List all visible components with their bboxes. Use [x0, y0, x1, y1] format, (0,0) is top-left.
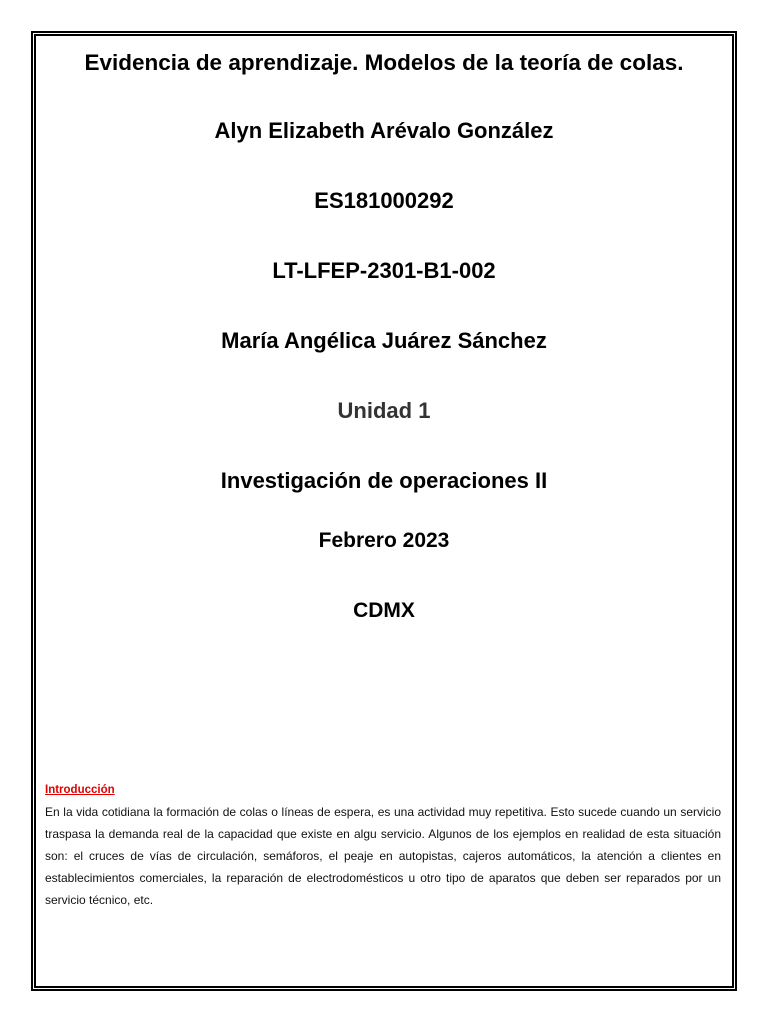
student-id: ES181000292 — [314, 188, 454, 213]
place-label: CDMX — [353, 599, 415, 622]
date-label: Febrero 2023 — [318, 529, 450, 552]
introduction-heading: Introducción — [45, 784, 115, 796]
course-name: Investigación de operaciones II — [220, 468, 548, 493]
author-name: Alyn Elizabeth Arévalo González — [214, 118, 554, 143]
document-title: Evidencia de aprendizaje. Modelos de la teoría de colas. — [84, 50, 684, 75]
teacher-name: María Angélica Juárez Sánchez — [221, 328, 547, 353]
unit-label: Unidad 1 — [337, 398, 431, 423]
introduction-paragraph: En la vida cotidiana la formación de colas o líneas de espera, es una actividad muy repetitiva. Esto sucede cuando un servicio traspasa la demanda real de la capacidad que existe en algu servicio. Algunos de los ejemplos en realidad de esta situación son: el cruces de vías de circulación, semáforos, el peaje en autopistas, cajeros automáticos, la atención a clientes en establecimientos comerciales, la reparación de electrodomésticos u otro tipo de aparatos que deben ser reparados por un servicio técnico, etc. — [45, 805, 721, 907]
introduction-section — [45, 780, 721, 911]
group-code: LT-LFEP-2301-B1-002 — [272, 258, 496, 283]
